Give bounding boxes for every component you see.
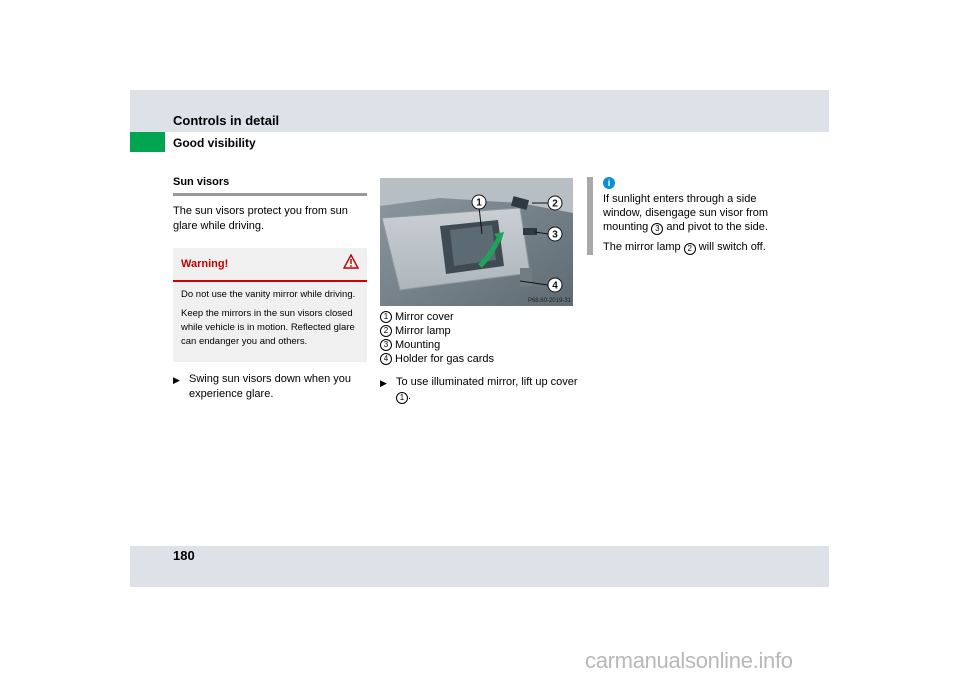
callout-label: 1	[476, 197, 482, 209]
legend-number: 3	[380, 339, 392, 351]
instruction-text-part: .	[408, 390, 412, 402]
warning-triangle-icon	[343, 254, 359, 274]
note-side-bar	[587, 177, 593, 255]
ref-number: 2	[684, 243, 696, 255]
warning-line: Do not use the vanity mirror while driving.	[181, 289, 356, 300]
legend-number: 2	[380, 325, 392, 337]
column-legend	[380, 310, 580, 404]
legend-label: Mirror lamp	[395, 325, 451, 337]
arrow-bullet-icon: ▶	[380, 378, 387, 388]
warning-title: Warning!	[181, 257, 229, 270]
note-text: The mirror lamp	[603, 241, 684, 253]
note-text: If sunlight enters through a side window, disengage sun visor from mounting	[603, 193, 769, 233]
note-paragraph	[603, 240, 773, 255]
warning-box	[173, 248, 367, 362]
watermark: carmanualsonline.info	[585, 648, 793, 673]
info-icon: i	[603, 177, 615, 189]
intro-text: The sun visors protect you from sun glare while driving.	[173, 205, 348, 232]
warning-header	[173, 254, 367, 282]
legend-item	[380, 352, 580, 366]
ref-number: 1	[396, 392, 408, 404]
callout-label: 3	[552, 229, 558, 241]
note-paragraph	[603, 192, 773, 235]
section-color-tab	[130, 132, 165, 152]
instruction-item	[380, 375, 580, 404]
warning-line: Keep the mirrors in the sun visors closed while vehicle is in motion. Reflected glare can endanger you and others.	[181, 308, 355, 347]
legend-item	[380, 324, 580, 338]
legend-number: 1	[380, 311, 392, 323]
legend-number: 4	[380, 353, 392, 365]
sun-visor-photo	[380, 178, 573, 306]
footer-band	[130, 546, 829, 587]
instruction-item	[173, 372, 367, 402]
page-number: 180	[173, 548, 195, 563]
callout-label: 4	[552, 280, 558, 292]
legend-item	[380, 310, 580, 324]
subheading: Sun visors	[173, 175, 367, 196]
note-text: and pivot to the side.	[663, 221, 768, 233]
arrow-bullet-icon: ▶	[173, 375, 180, 385]
instruction-text-part: To use illuminated mirror, lift up cover	[396, 376, 578, 388]
ref-number: 3	[651, 223, 663, 235]
column-sun-visors	[173, 175, 367, 402]
legend-label: Holder for gas cards	[395, 353, 495, 365]
note-text: will switch off.	[695, 241, 766, 253]
callout-label: 2	[552, 198, 558, 210]
section-title: Good visibility	[173, 136, 256, 150]
instruction-text	[396, 375, 580, 404]
instruction-text: Swing sun visors down when you experience glare.	[189, 373, 352, 400]
legend-label: Mirror cover	[395, 311, 454, 323]
legend-label: Mounting	[395, 339, 441, 351]
legend-item	[380, 338, 580, 352]
column-note	[603, 177, 773, 260]
chapter-title: Controls in detail	[173, 113, 280, 128]
figure-code: P68.60-2019-31	[527, 298, 571, 304]
